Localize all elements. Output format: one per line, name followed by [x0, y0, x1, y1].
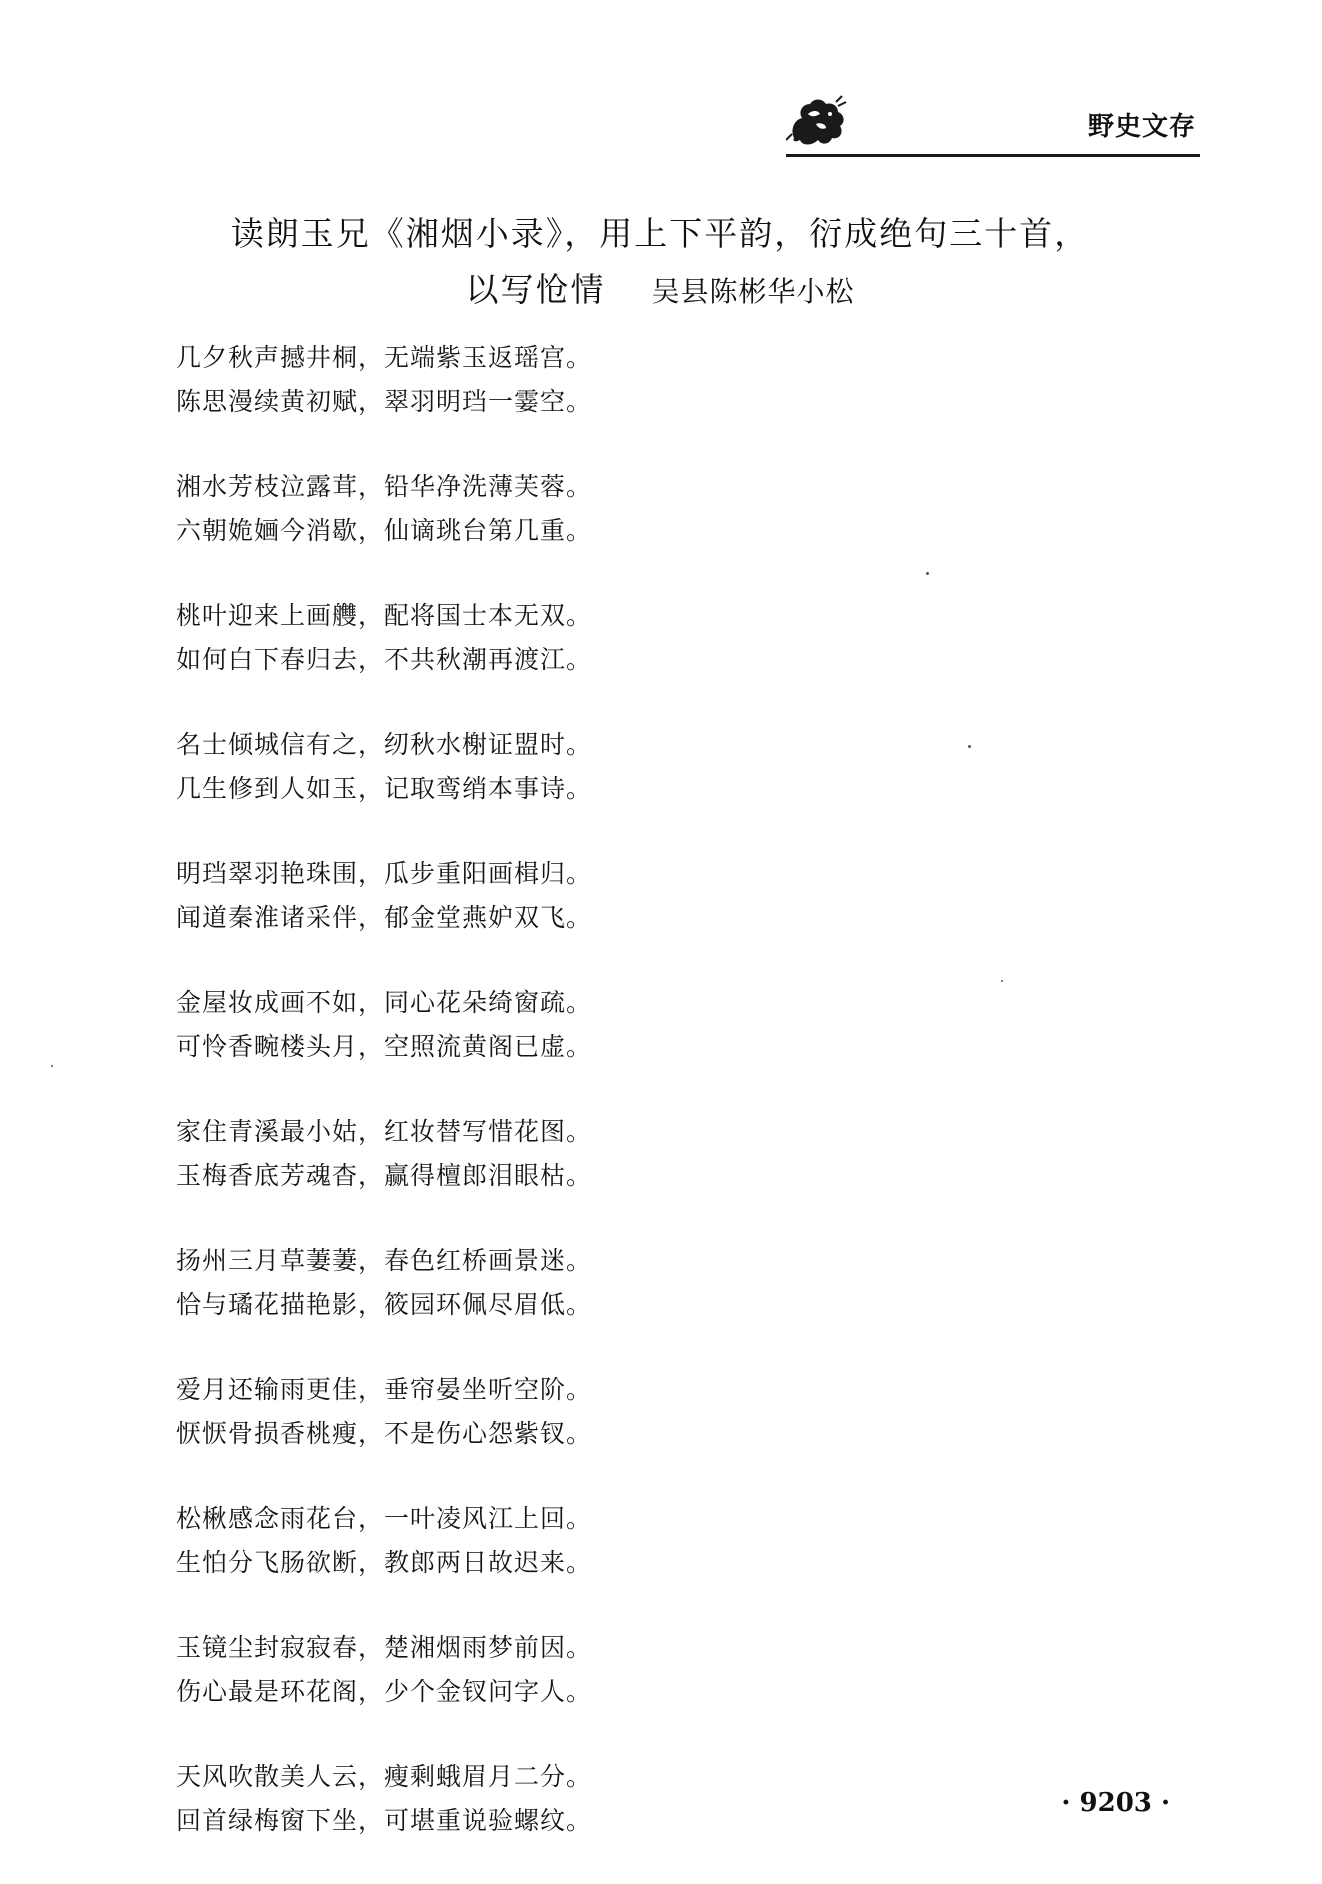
section-title: 野史文存 [1087, 112, 1196, 142]
stanza [176, 1626, 876, 1755]
stanza [176, 1368, 876, 1497]
title-line-2 [150, 262, 1170, 320]
dragon-emblem-icon [786, 94, 848, 150]
scan-speck [51, 1065, 53, 1067]
stanza-line: 爱月还输雨更佳，垂帘晏坐听空阶。 [176, 1375, 593, 1404]
poem-stanzas [176, 336, 876, 1884]
stanza [176, 852, 876, 981]
stanza-line: 陈思漫续黄初赋，翠羽明珰一霎空。 [176, 387, 593, 416]
stanza [176, 1110, 876, 1239]
stanza-line: 家住青溪最小姑，红妆替写惜花图。 [176, 1117, 593, 1146]
scan-speck [926, 572, 929, 575]
stanza-line: 回首绿梅窗下坐，可堪重说验螺纹。 [176, 1806, 593, 1835]
stanza-line: 几夕秋声撼井桐，无端紫玉返瑶宫。 [176, 343, 593, 372]
page-number: · 9203 · [1061, 1788, 1170, 1818]
stanza-line: 天风吹散美人云，瘦剩蛾眉月二分。 [176, 1762, 593, 1791]
poem-title [150, 206, 1170, 320]
stanza-line: 恹恹骨损香桃瘦，不是伤心怨紫钗。 [176, 1419, 593, 1448]
scan-speck [1001, 980, 1003, 982]
stanza-line: 湘水芳枝泣露茸，铅华净洗薄芙蓉。 [176, 472, 593, 501]
stanza-line: 闻道秦淮诸采伴，郁金堂燕妒双飞。 [176, 903, 593, 932]
stanza-line: 扬州三月草萋萋，春色红桥画景迷。 [176, 1246, 593, 1275]
stanza [176, 336, 876, 465]
stanza [176, 723, 876, 852]
stanza-line: 松楸感念雨花台，一叶凌风江上回。 [176, 1504, 593, 1533]
title-line-1: 读朗玉兄《湘烟小录》，用上下平韵，衍成绝句三十首， [230, 214, 1090, 253]
stanza-line: 如何白下春归去，不共秋潮再渡江。 [176, 645, 593, 674]
stanza-line: 伤心最是环花阁，少个金钗问字人。 [176, 1677, 593, 1706]
author-attribution: 吴县陈彬华小松 [651, 275, 855, 308]
stanza-line: 桃叶迎来上画艭，配将国士本无双。 [176, 601, 593, 630]
running-header [786, 92, 1200, 154]
stanza-line: 金屋妆成画不如，同心花朵绮窗疏。 [176, 988, 593, 1017]
stanza-line: 玉梅香底芳魂杳，赢得檀郎泪眼枯。 [176, 1161, 593, 1190]
stanza-line: 六朝姽婳今消歇，仙谪珧台第几重。 [176, 516, 593, 545]
stanza-line: 名士倾城信有之，纫秋水榭证盟时。 [176, 730, 593, 759]
stanza [176, 1239, 876, 1368]
stanza-line: 玉镜尘封寂寂春，楚湘烟雨梦前因。 [176, 1633, 593, 1662]
stanza-line: 明珰翠羽艳珠围，瓜步重阳画楫归。 [176, 859, 593, 888]
title-subline: 以写怆情 [465, 270, 606, 309]
scan-speck [968, 745, 971, 748]
stanza [176, 1755, 876, 1884]
stanza [176, 594, 876, 723]
stanza-line: 恰与璚花描艳影，筱园环佩尽眉低。 [176, 1290, 593, 1319]
header-rule [786, 154, 1200, 157]
stanza-line: 可怜香畹楼头月，空照流黄阁已虚。 [176, 1032, 593, 1061]
stanza [176, 1497, 876, 1626]
stanza [176, 981, 876, 1110]
stanza [176, 465, 876, 594]
stanza-line: 几生修到人如玉，记取鸾绡本事诗。 [176, 774, 593, 803]
stanza-line: 生怕分飞肠欲断，教郎两日故迟来。 [176, 1548, 593, 1577]
